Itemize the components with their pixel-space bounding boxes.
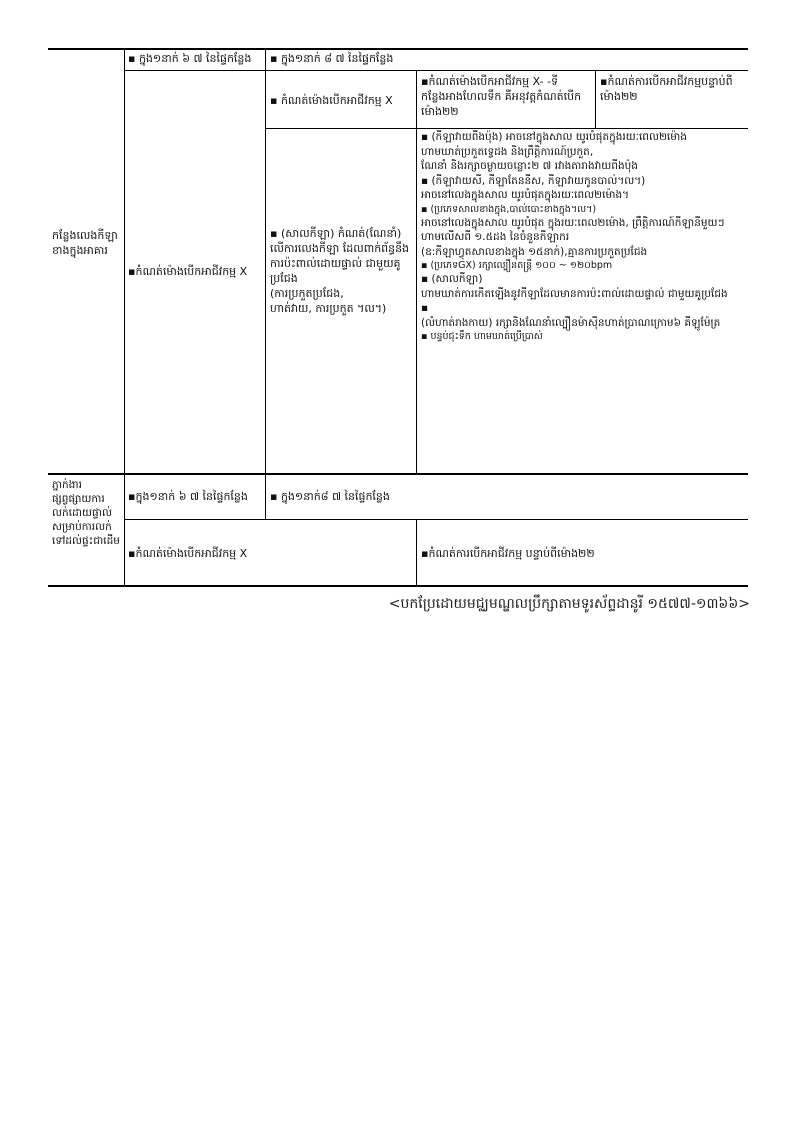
row1-col-c-hours: ▪កំណត់ម៉ោងបើកអាជីវកម្ម X- -ទីកន្លែងអាងហែលទឹក គឺអនុវត្តកំណត់បើកម៉ោង២២ — [421, 75, 582, 118]
detail-line: ▪ (សាលកីឡា) — [421, 273, 483, 285]
row2-col-ab-divider — [265, 473, 266, 520]
row1-col-a-period: ▪ ក្នុង១នាក់ ៦ ៧ នៃផ្ទៃកន្លែង — [128, 52, 252, 65]
row1-col-a-hours: ▪កំណត់ម៉ោងបើកអាជីវកម្ម X — [128, 265, 248, 278]
detail-line: ▪ (ប្រភេទGX) រក្សាល្បឿនតន្ត្រី ១០០ ~ ១២០bpm — [421, 260, 613, 271]
detail-line: (ឧ:កីឡាហ្វុតសាលខាងក្នុង ១៥នាក់),គ្មានការប្រកួតប្រជែង — [421, 245, 648, 258]
detail-line: (លំហាត់រាងកាយ) រក្សានិងណែនាំល្បឿនម៉ាស៊ីនហាត់ប្រាណក្រោម៦ គីឡូម៉ែត្រ — [421, 316, 721, 329]
row2-col-bc-divider — [416, 519, 417, 586]
row1-bottom-border — [48, 473, 748, 475]
row1-label: កន្លែងលេងកីឡាខាងក្នុងអាគារ — [52, 229, 118, 257]
detail-line: ▪ — [421, 302, 429, 314]
detail-line: ▪ (ប្រភេទសាលខាងក្នុង,បាល់បោះខាងក្នុង។ល។) — [421, 203, 597, 215]
row1-period-divider — [124, 70, 748, 71]
detail-line: លើការលេងកីឡា ដែលពាក់ព័ន្ធនឹងការប៉ះពាល់ដោយផ្ទាល់ ជាមួយគូប្រជែង — [270, 242, 410, 285]
row1-col-ab-divider — [265, 48, 266, 474]
label-column-divider — [124, 48, 125, 586]
detail-line: ណែនាំ និងរក្សាចម្ងាយចន្លោះ២ ៧ រវាងតារាងវាយពីងប៉ុង — [421, 160, 638, 172]
detail-line: ▪ បន្ទប់ជុះទឹក ហាមឃាត់ប្រើប្រាស់ — [421, 331, 543, 342]
table-top-border — [48, 48, 748, 50]
translation-credit: <បកប្រែដោយមជ្ឈមណ្ឌលប្រឹក្សាតាមទូរស័ព្ទដានូរី ១៥៧៧-១៣៦៦> — [388, 596, 750, 612]
detail-line: (ការប្រកួតប្រជែង, — [270, 287, 344, 300]
row1-col-bc-divider — [416, 70, 417, 474]
row2-col-cd-hours: ▪កំណត់ការបើកអាជីវកម្ម បន្ទាប់ពីម៉ោង២២ — [421, 547, 595, 560]
row1-col-cd-detail — [421, 130, 746, 472]
detail-line: ▪ (កីឡាវាយសី, កីឡាតែននីស, កីឡាវាយកូនបាល់។ល។) — [421, 174, 646, 187]
row1-col-cd-divider — [595, 70, 596, 128]
row1-col-b-period: ▪ ក្នុង១នាក់ ៨ ៧ នៃផ្ទៃកន្លែង — [270, 52, 394, 65]
row2-col-a-period: ▪ក្នុង១នាក់ ៦ ៧ នៃផ្ទៃកន្លែង — [128, 490, 248, 503]
detail-line: ហាមឃាត់ប្រកួតទ្វេដង និងព្រឹត្តិការណ៍ប្រកួត, — [421, 145, 594, 158]
row2-label: ភ្នាក់ងារផ្សព្វផ្សាយការលក់ដោយផ្ទាល់ សម្រាប់ការលក់ទៅដល់ផ្ទះជាដើម — [52, 479, 120, 547]
row1-hours-divider — [265, 128, 748, 129]
table-bottom-border — [48, 585, 748, 587]
row2-period-divider — [124, 519, 748, 520]
detail-line: ▪ (សាលកីឡា) កំណត់(ណែនាំ) — [270, 227, 402, 240]
row1-col-b-detail — [270, 226, 414, 376]
row1-col-b-hours: ▪ កំណត់ម៉ោងបើកអាជីវកម្ម X — [270, 94, 393, 107]
detail-line: ▪ (កីឡាវាយពីងប៉ុង) អាចនៅក្នុងសាល យូរបំផុតក្នុងរយៈពេល២ម៉ោង — [421, 131, 687, 143]
detail-line: អាចនៅលេងក្នុងសាល យូរបំផុត ក្នុងរយៈពេល២ម៉ោង, ព្រឹត្តិការណ៍កីឡានីមួយៗ ហាមលើសពី ១.៥ដង នៃចំនួនកីឡាករ — [421, 216, 725, 243]
row2-col-ab-hours: ▪កំណត់ម៉ោងបើកអាជីវកម្ម X — [128, 547, 248, 560]
detail-line: អាចនៅលេងក្នុងសាល យូរបំផុតក្នុងរយៈពេល២ម៉ោង។ — [421, 189, 630, 201]
row2-col-b-period: ▪ ក្នុង១នាក់៨ ៧ នៃផ្ទៃកន្លែង — [270, 490, 390, 503]
row1-col-d-hours: ▪កំណត់ការបើកអាជីវកម្មបន្ទាប់ពីម៉ោង២២ — [600, 75, 733, 103]
detail-line: ហាមឃាត់ការកើតឡើងនូវកីឡាដែលមានការប៉ះពាល់ដោយផ្ទាល់ ជាមួយគូប្រជែង — [421, 287, 728, 300]
detail-line: ហាត់វាយ, ការប្រកួត ។ល។) — [270, 302, 387, 315]
